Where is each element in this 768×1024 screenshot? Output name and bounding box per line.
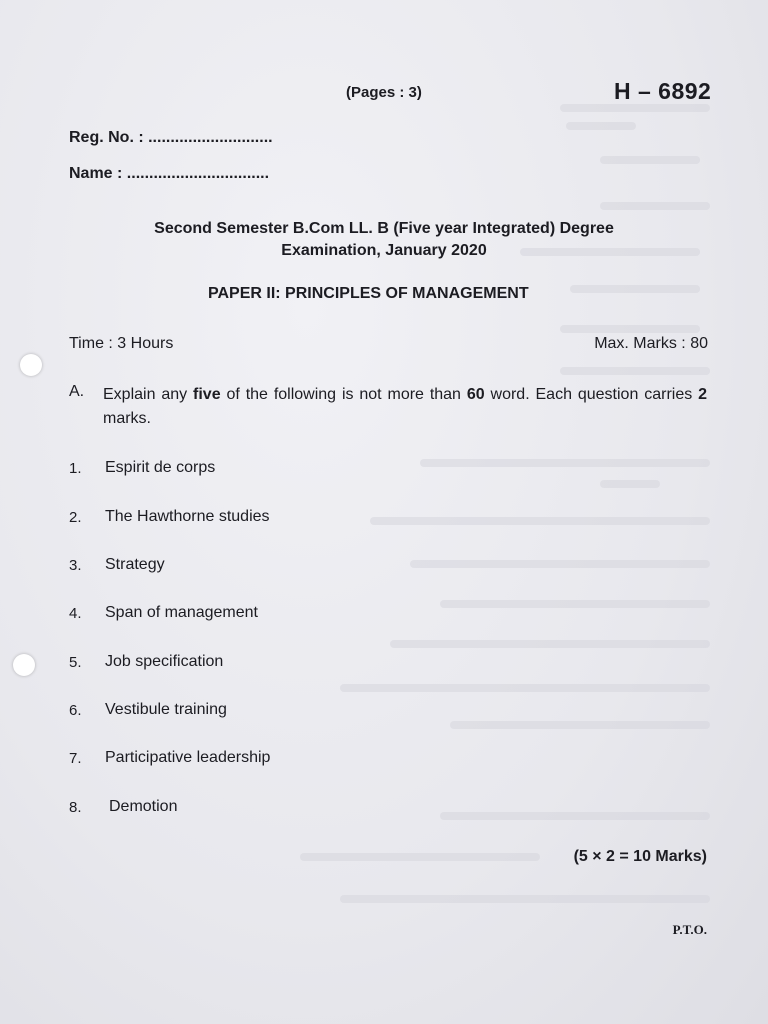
question-text: Espirit de corps bbox=[105, 459, 216, 476]
question-text: Job specification bbox=[105, 653, 224, 670]
name-field: Name : ................................ bbox=[69, 165, 270, 182]
max-marks: Max. Marks : 80 bbox=[594, 335, 708, 352]
exam-code: H – 6892 bbox=[614, 78, 712, 104]
pto-marker: P.T.O. bbox=[672, 922, 707, 937]
exam-duration: Time : 3 Hours bbox=[69, 335, 174, 352]
section-marks-total: (5 × 2 = 10 Marks) bbox=[573, 848, 707, 865]
question-text: Participative leadership bbox=[105, 749, 271, 766]
section-instructions: Explain any five of the following is not more than 60 word. Each question carries 2 marks. bbox=[103, 386, 708, 427]
page-count: (Pages : 3) bbox=[346, 84, 422, 101]
question-text: Demotion bbox=[109, 798, 178, 815]
section-letter: A. bbox=[69, 383, 85, 400]
paper-title: PAPER II: PRINCIPLES OF MANAGEMENT bbox=[208, 285, 529, 302]
question-text: Strategy bbox=[105, 556, 165, 573]
punch-hole-bottom bbox=[13, 654, 35, 676]
exam-title-line1: Second Semester B.Com LL. B (Five year Integrated) Degree bbox=[154, 220, 614, 237]
question-number: 5. bbox=[69, 654, 82, 671]
question-number: 8. bbox=[69, 799, 82, 816]
question-number: 4. bbox=[69, 605, 82, 622]
question-number: 7. bbox=[69, 750, 82, 767]
question-text: Vestibule training bbox=[105, 701, 227, 718]
question-number: 2. bbox=[69, 509, 82, 526]
punch-hole-top bbox=[20, 354, 42, 376]
reg-no-field: Reg. No. : ............................ bbox=[69, 129, 273, 146]
question-number: 3. bbox=[69, 557, 82, 574]
question-text: Span of management bbox=[105, 604, 258, 621]
exam-title-line2: Examination, January 2020 bbox=[281, 242, 487, 259]
question-number: 6. bbox=[69, 702, 82, 719]
question-number: 1. bbox=[69, 460, 82, 477]
question-text: The Hawthorne studies bbox=[105, 508, 270, 525]
